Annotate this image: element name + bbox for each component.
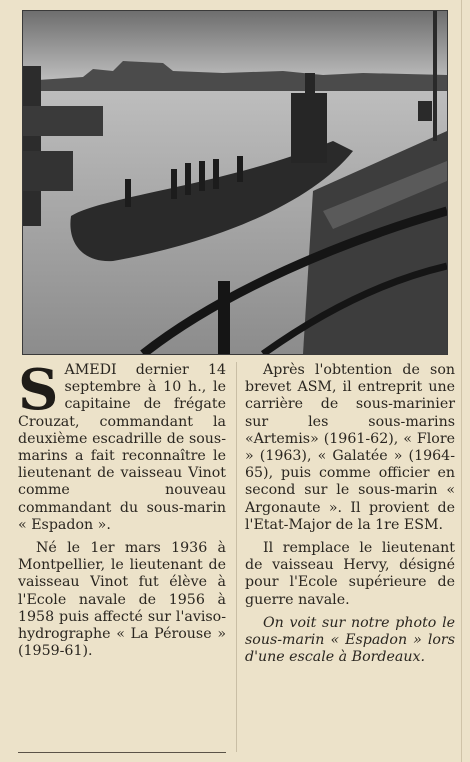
submarine-photo (22, 10, 448, 355)
column-rule (236, 362, 237, 752)
lead-paragraph (18, 357, 226, 534)
replacement-paragraph: Il remplace le lieutenant de vaisseau Hervy, désigné pour l'Ecole supérieure de guerre navale. (245, 540, 455, 608)
page-edge (461, 0, 462, 762)
lead-text: AMEDI dernier 14 septembre à 10 h., le capitaine de frégate Crouzat, commandant la deuxième escadrille de sous-marins a fait reconnaître le lieutenant de vaisseau Vinot comme nouveau commandant du sous-marin « Espadon ». (18, 362, 226, 533)
career-paragraph: Après l'obtention de son brevet ASM, il entreprit une carrière de sous-marinier sur les sous-marins «Artemis» (1961-62), « Flore » (1963), « Galatée » (1964-65), puis comme officier en second sur le sous-marin « Argonaute ». Il provient de l'Etat-Major de la 1re ESM. (245, 362, 455, 533)
biography-paragraph: Né le 1er mars 1936 à Montpellier, le lieutenant de vaisseau Vinot fut élève à l'Ecole navale de 1956 à 1958 puis affecté sur l'aviso-hydrographe « La Pérouse » (1959-61). (18, 540, 226, 660)
drop-cap: S (18, 357, 59, 423)
photo-caption: On voit sur notre photo le sous-marin « Espadon » lors d'une escale à Bordeaux. (245, 614, 455, 666)
submarine-photo-image (23, 11, 447, 354)
article-column-right (245, 362, 455, 672)
article-column-left (18, 357, 226, 666)
column-footer-rule (18, 752, 226, 753)
